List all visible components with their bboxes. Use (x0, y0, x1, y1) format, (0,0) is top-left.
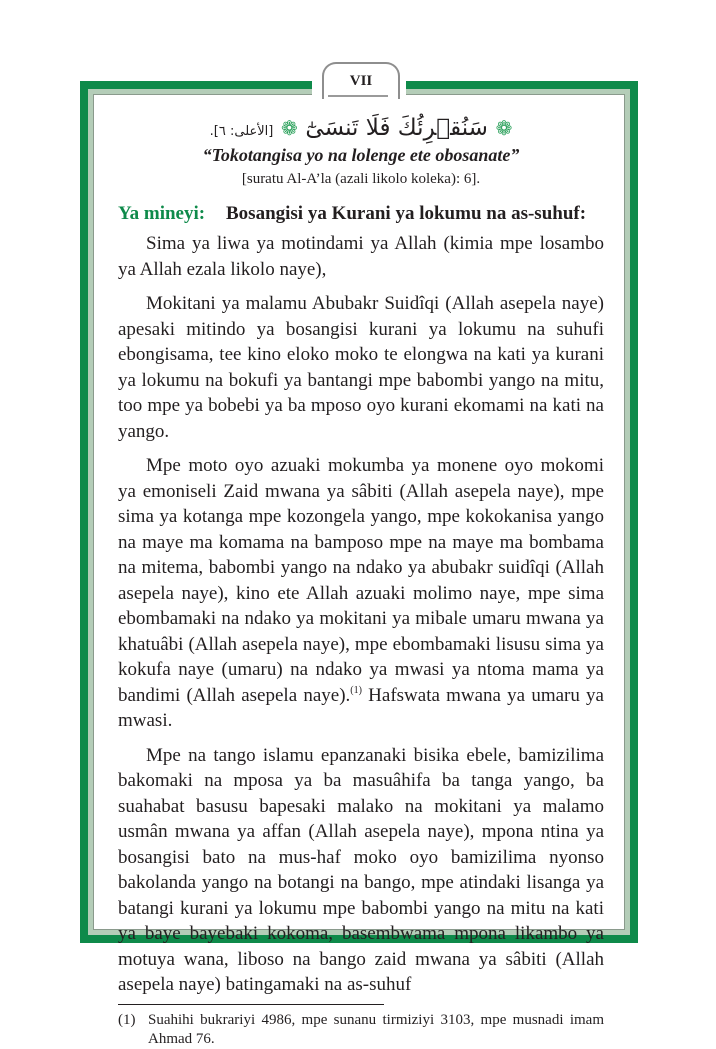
footnote-text: Suahihi bukrariyi 4986, mpe sunanu tirmiziyi 3103, mpe musnadi imam Ahmad 76. (148, 1011, 604, 1047)
verse-ornament-close-icon: ❁ (281, 116, 298, 140)
footnote-number: (1) (118, 1011, 136, 1028)
quran-verse (118, 112, 604, 142)
footnote-1 (118, 1011, 604, 1049)
paragraph-1: Sima ya liwa ya motindami ya Allah (kimia mpe losambo ya Allah ezala likolo naye), (118, 233, 604, 280)
verse-ornament-open-icon: ❁ (495, 116, 513, 140)
paragraph-2: Mokitani ya malamu Abubakr Suidîqi (Allah asepela naye) apesaki mitindo ya bosangisi kurani ya lokumu na suhufi ebongisama, tee kino eloko moko te elongwa na kati ya kurani ya lokumu na bokufi ya bantangi mpe babombi yango na mitu, too mpe ya bobebi ya ba mposo oyo kurani ekomami na kati na yango. (118, 293, 604, 442)
section-heading (118, 201, 604, 227)
section-label: Ya mineyi: (118, 203, 206, 224)
page-tab-underline (328, 95, 388, 97)
page-number-tab (322, 62, 400, 99)
page-number: VII (349, 73, 373, 89)
paragraph-3 (118, 453, 604, 734)
paragraph-4: Mpe na tango islamu epanzanaki bisika ebele, bamizilima bakomaki na mposa ya ba masuâhifa ba tanga yango, ba suahabat basusu bapesaki malako na mokitani ya malamo usmân mwana ya affan (Allah asepela naye), mpona ntina ya bosangisi bato na mus-haf moko oyo bamizilima nyonso bakolanda yango na botangi na bango, mpe atindaki lisanga ya batangi kurani ya lokumu mpe babombi yango na mitu na kati ya baye bayebaki kokoma, basembwama mpona likambo ya motuya wana, liboso na bango zaid mwana ya sâbiti (Allah asepela naye) batingamaki na as-suhuf (118, 744, 604, 995)
page-content (118, 112, 604, 1049)
paragraph-3-text: Mpe moto oyo azuaki mokumba ya monene oyo mokomi ya emoniseli Zaid mwana ya sâbiti (Allah asepela naye), mpe sima ya kotanga mpe kozongela yango, mpe kokokanisa yango na maye ma komama na bamposo mpe na maye ma bombama na mitema, babombi yango na ndako ya abubakr suidîqi (Allah asepela naye), kino ete Allah azuaki molimo naye, mpe sima ebombamaki na ndako ya mokitani ya mibale umaru mwana ya khatuâbi (Allah asepela naye), mpe ebombamaki lisusu sima ya kokufa naye (umaru) na ndako ya mwasi ya ntoma mama ya bandimi (Allah asepela naye). (118, 455, 604, 706)
verse-citation: [suratu Al-A’la (azali likolo koleka): 6]. (241, 171, 481, 187)
verse-arabic-text: سَنُقۡرِئُكَ فَلَا تَنسَىٰٓ (305, 115, 488, 141)
verse-translation: “Tokotangisa yo na lolenge ete obosanate” (202, 145, 520, 165)
section-title: Bosangisi ya Kurani ya lokumu na as-suhuf: (226, 203, 587, 224)
footnote-divider (118, 1004, 384, 1005)
paragraph-3-text-after: Hafswata mwana ya umaru ya mwasi. (118, 684, 604, 731)
footnote-reference-link[interactable]: (1) (350, 684, 362, 696)
verse-arabic-reference: [الأعلى: ٦]. (209, 124, 274, 139)
